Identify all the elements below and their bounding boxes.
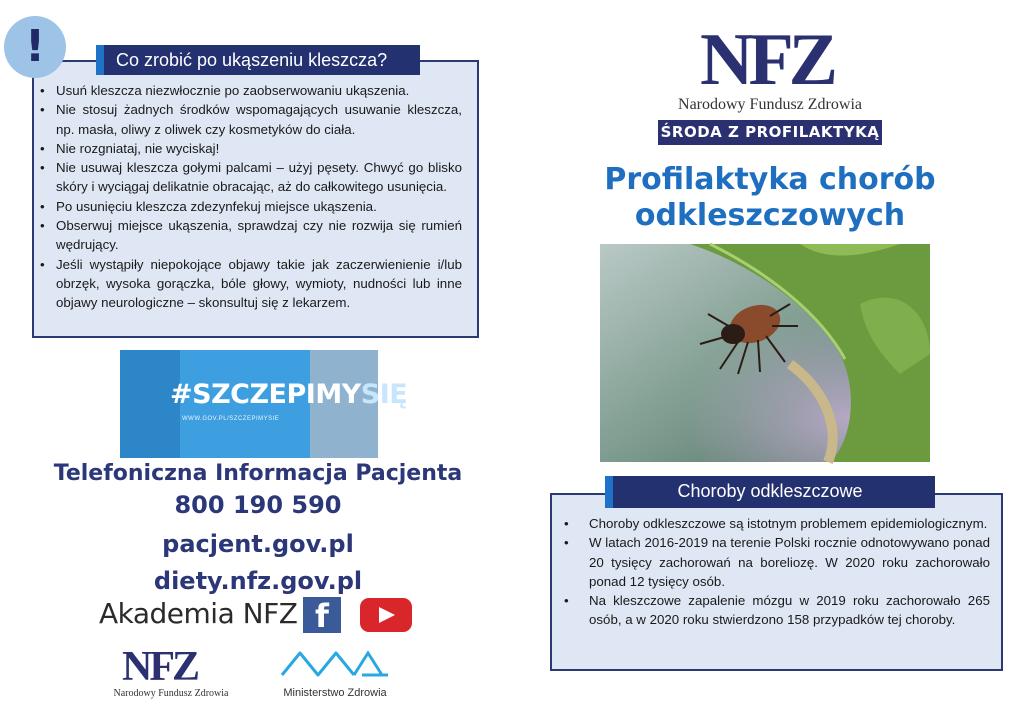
akademia-nfz-label[interactable]: Akademia NFZ (99, 597, 298, 630)
banner-hashtag-main: #SZCZEPIMY (170, 379, 361, 410)
patient-info-line-title: Telefoniczna Informacja Pacjenta (53, 461, 463, 486)
banner-url: WWW.GOV.PL/SZCZEPIMYSIE (182, 416, 280, 422)
list-item: • Nie usuwaj kleszcza gołymi palcami – użyj pęsety. Chwyć go blisko skóry i wyciągaj delikatnie obracając, aż do całkowitego usunięcia. (34, 158, 462, 197)
page-title-line1: Profilaktyka chorób (604, 162, 936, 197)
ministry-caption: Ministerstwo Zdrowia (283, 687, 387, 699)
list-item: • Choroby odkleszczowe są istotnym problemem epidemiologicznym. (552, 514, 990, 533)
list-item: • W latach 2016-2019 na terenie Polski rocznie odnotowywano ponad 20 tysięcy zachorowań na boreliozę. W 2020 roku zachorowało ponad 12 tysięcy osób. (552, 533, 990, 591)
nfz-logo: NFZ (700, 19, 833, 101)
patient-info-phone[interactable]: 800 190 590 (174, 491, 342, 519)
campaign-badge: ŚRODA Z PROFILAKTYKĄ (658, 120, 882, 145)
tick-photo (600, 244, 930, 462)
nfz-caption: Narodowy Fundusz Zdrowia (678, 96, 862, 113)
list-item: • Na kleszczowe zapalenie mózgu w 2019 roku zachorowało 265 osób, a w 2020 roku stwierdzono 158 przypadków tej choroby. (552, 591, 990, 630)
ministry-of-health-logo (278, 645, 390, 685)
page-title-line2: odkleszczowych (634, 198, 906, 233)
list-item: • Obserwuj miejsce ukąszenia, sprawdzaj czy nie rozwija się rumień wędrujący. (34, 216, 462, 255)
list-item: • Po usunięciu kleszcza zdezynfekuj miejsce ukąszenia. (34, 197, 462, 216)
tick-bite-header (96, 45, 420, 75)
pacjent-gov-link[interactable]: pacjent.gov.pl (162, 530, 354, 558)
diety-nfz-link[interactable]: diety.nfz.gov.pl (153, 567, 363, 595)
diseases-info-box (550, 493, 1003, 671)
tick-bite-header-text: Co zrobić po ukąszeniu kleszcza? (116, 50, 388, 70)
list-item: • Jeśli wystąpiły niepokojące objawy takie jak zaczerwienienie i/lub obrzęk, wysoka gorączka, bóle głowy, wymioty, nudności lub inne objawy neurologiczne – skonsultuj się z lekarzem. (34, 255, 462, 313)
diseases-list (552, 514, 990, 630)
banner-hashtag (170, 380, 407, 410)
list-item: • Usuń kleszcza niezwłocznie po zaobserwowaniu ukąszenia. (34, 81, 462, 100)
diseases-header (605, 476, 935, 508)
banner-hashtag-accent: SIĘ (360, 379, 408, 410)
nfz-logo-small: NFZ (122, 644, 197, 690)
facebook-icon[interactable]: f (303, 597, 341, 633)
tick-bite-info-box (32, 60, 479, 338)
list-item: • Nie stosuj żadnych środków wspomagających usuwanie kleszcza, np. masła, oliwy z oliwek czy kosmetyków do ciała. (34, 100, 462, 139)
diseases-header-text: Choroby odkleszczowe (677, 481, 863, 501)
alert-exclamation: ! (24, 21, 46, 72)
page-title (560, 162, 980, 234)
youtube-icon[interactable] (360, 598, 412, 632)
list-item: • Nie rozgniataj, nie wyciskaj! (34, 139, 462, 158)
nfz-caption-small: Narodowy Fundusz Zdrowia (113, 688, 229, 699)
vaccination-banner[interactable] (120, 350, 408, 458)
header-accent-stripe (96, 45, 104, 75)
header-accent-stripe (605, 476, 613, 508)
tick-bite-instructions-list (34, 81, 462, 313)
